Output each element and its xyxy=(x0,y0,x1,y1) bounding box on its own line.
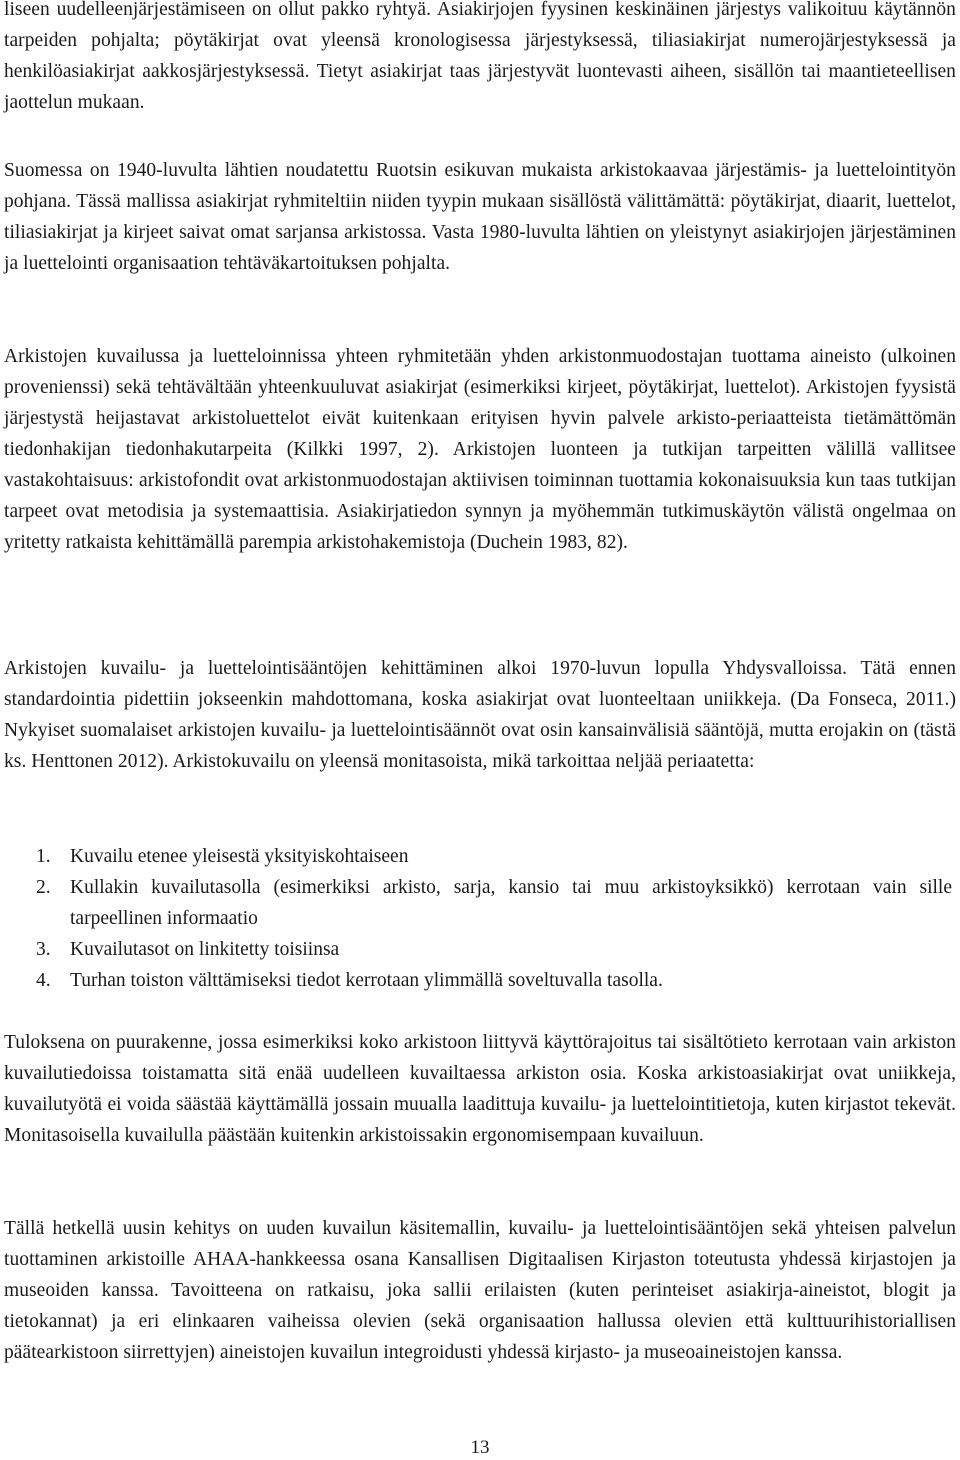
list-item xyxy=(36,934,952,965)
list-item-number: 3. xyxy=(36,939,51,960)
list-item xyxy=(36,841,952,872)
list-item-number: 2. xyxy=(36,877,51,898)
list-item-text: Turhan toiston välttämiseksi tiedot kerrotaan ylimmällä soveltuvalla tasolla. xyxy=(70,970,663,991)
list-item xyxy=(36,872,952,934)
paragraph-current-development: Tällä hetkellä uusin kehitys on uuden kuvailun käsitemallin, kuvailu- ja luettelointisääntöjen sekä yhteisen palvelun tuottaminen arkistoille AHAA-hankkeessa osana Kansallisen Digitaalisen Kirjaston toteutusta yhdessä kirjastojen ja museoiden kanssa. Tavoitteena on ratkaisu, joka sallii erilaisten (kuten perinteiset asiakirja-aineistot, blogit ja tietokannat) ja eri elinkaaren vaiheissa olevien (sekä organisaation hallussa olevien että kulttuurihistoriallisen päätearkistoon siirrettyjen) aineistojen kuvailun integroidusti yhdessä kirjasto- ja museoaineistojen kanssa. xyxy=(4,1218,956,1363)
list-item-number: 4. xyxy=(36,970,51,991)
paragraph-finnish-scheme: Suomessa on 1940-luvulta lähtien noudatettu Ruotsin esikuvan mukaista arkistokaavaa järjestämis- ja luettelointityön pohjana. Tässä mallissa asiakirjat ryhmiteltiin niiden tyypin mukaan sisällöstä välittämättä: pöytäkirjat, diaarit, luettelot, tiliasiakirjat ja kirjeet saivat omat sarjansa arkistossa. Vasta 1980-luvulta lähtien on yleistynyt asiakirjojen järjestäminen ja luettelointi organisaation tehtäväkartoituksen pohjalta. xyxy=(4,160,956,274)
paragraph-archive-order: liseen uudelleenjärjestämiseen on ollut pakko ryhtyä. Asiakirjojen fyysinen keskinäinen järjestys valikoituu käytännön tarpeiden pohjalta; pöytäkirjat ovat yleensä kronologisessa järjestyksessä, tiliasiakirjat numerojärjestyksessä ja henkilöasiakirjat aakkosjärjestyksessä. Tietyt asiakirjat taas järjestyvät luontevasti aiheen, sisällön tai maantieteellisen jaottelun mukaan. xyxy=(4,0,956,113)
list-item xyxy=(36,965,952,996)
paragraph-tree-structure: Tuloksena on puurakenne, jossa esimerkiksi koko arkistoon liittyvä käyttörajoitus tai sisältötieto kerrotaan vain arkiston kuvailutiedoissa toistamatta sitä enää uudelleen kuvailtaessa arkiston osia. Koska arkistoasiakirjat ovat uniikkeja, kuvailutyötä ei voida säästää käyttämällä jossain muualla laadittuja kuvailu- ja luettelointitietoja, kuten kirjastot tekevät. Monitasoisella kuvailulla päästään kuitenkin arkistoissakin ergonomisempaan kuvailuun. xyxy=(4,1032,956,1146)
principles-list xyxy=(36,841,952,996)
list-item-text: Kuvailutasot on linkitetty toisiinsa xyxy=(70,939,340,960)
paragraph-description-grouping: Arkistojen kuvailussa ja luetteloinnissa yhteen ryhmitetään yhden arkistonmuodostajan tuottama aineisto (ulkoinen provenienssi) sekä tehtävältään yhteenkuuluvat asiakirjat (esimerkiksi kirjeet, pöytäkirjat, luettelot). Arkistojen fyysistä järjestystä heijastavat arkistoluettelot eivät kuitenkaan erityisen hyvin palvele arkisto-periaatteista tietämättömän tiedonhakijan tiedonhakutarpeita (Kilkki 1997, 2). Arkistojen luonteen ja tutkijan tarpeitten välillä vallitsee vastakohtaisuus: arkistofondit ovat arkistonmuodostajan aktiivisen toiminnan tuottamia kokonaisuuksia kun taas tutkijan tarpeet ovat metodisia ja systemaattisia. Asiakirjatiedon synnyn ja myöhemmän tutkimuskäytön välistä ongelmaa on yritetty ratkaista kehittämällä parempia arkistohakemistoja (Duchein 1983, 82). xyxy=(4,346,956,553)
paragraph-rules-development: Arkistojen kuvailu- ja luettelointisääntöjen kehittäminen alkoi 1970-luvun lopulla Yhdysvalloissa. Tätä ennen standardointia pidettiin jokseenkin mahdottomana, koska asiakirjat ovat luonteeltaan uniikkeja. (Da Fonseca, 2011.) Nykyiset suomalaiset arkistojen kuvailu- ja luettelointisäännöt ovat osin kansainvälisiä sääntöjä, mutta erojakin on (tästä ks. Henttonen 2012). Arkistokuvailu on yleensä monitasoista, mikä tarkoittaa neljää periaatetta: xyxy=(4,658,956,772)
list-item-text: Kuvailu etenee yleisestä yksityiskohtaiseen xyxy=(70,846,409,867)
list-item-text: Kullakin kuvailutasolla (esimerkiksi arkisto, sarja, kansio tai muu arkistoyksikkö) kerrotaan vain sille tarpeellinen informaatio xyxy=(70,877,952,929)
page-number: 13 xyxy=(470,1437,490,1458)
list-item-number: 1. xyxy=(36,846,51,867)
